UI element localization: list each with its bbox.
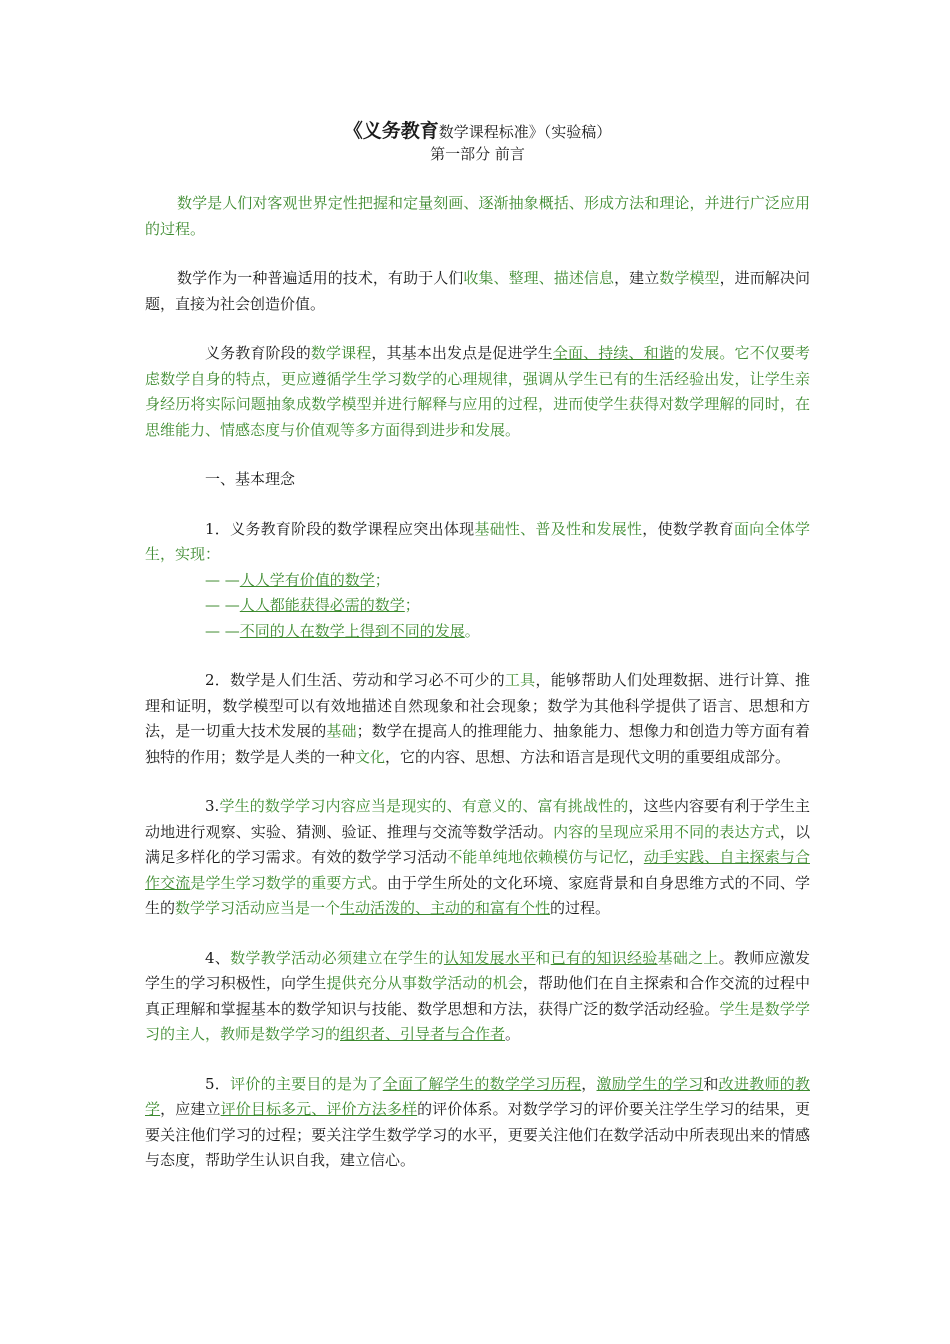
p2-d: 数学模型 [659, 269, 720, 287]
list-item: — —人人学有价值的数学； [205, 570, 390, 589]
s1-d: 面向全体学生，实现： [145, 519, 810, 563]
list-item: — —人人都能获得必需的数学； [205, 596, 420, 614]
section-1-list [145, 568, 810, 645]
p2-c: ，建立 [614, 269, 660, 287]
document-subtitle: 第一部分 前言 [430, 145, 525, 163]
p3-d: 全面、持续、和谐 [552, 344, 674, 362]
paragraph-technology [145, 266, 810, 317]
section-heading-basic-concepts: 一、基本理念 [205, 470, 296, 488]
section-5-paragraph: 5．评价的主要目的是为了全面了解学生的数学学习历程，激励学生的学习和改进教师的教学，应建立评价目标多元、评价方法多样的评价体系。对数学学习的评价要关注学生学习的结果，更要关注他们学习的过程；要关注学生数学学习的水平，更要关注他们在数学活动中所表现出来的情感与态度，帮助学生认识自我，建立信心。 [145, 1074, 810, 1169]
document-page [145, 120, 810, 1198]
section-3-paragraph: 3.学生的数学学习内容应当是现实的、有意义的、富有挑战性的，这些内容要有利于学生主动地进行观察、实验、猜测、验证、推理与交流等数学活动。内容的呈现应采用不同的表达方式，以满足多样化的学习需求。有效的数学学习活动不能单纯地依赖模仿与记忆，动手实践、自主探索与合作交流是学生学习数学的重要方式。由于学生所处的文化环境、家庭背景和自身思维方式的不同、学生的数学学习活动应当是一个生动活泼的、主动的和富有个性的过程。 [145, 797, 810, 917]
p3-b: 数学课程 [310, 344, 372, 362]
section-4-paragraph: 4、数学教学活动必须建立在学生的认知发展水平和已有的知识经验基础之上。教师应激发学生的学习积极性，向学生提供充分从事数学活动的机会，帮助他们在自主探索和合作交流的过程中真正理解和掌握基本的数学知识与技能、数学思想和方法，获得广泛的数学活动经验。学生是数学学习的主人，教师是数学学习的组织者、引导者与合作者。 [145, 948, 810, 1043]
title-main: 《义务教育 [343, 120, 439, 142]
s1-c: ，使数学教育 [642, 519, 734, 538]
p3-e: 的发展。它不仅要考虑数学自身的特点，更应遵循学生学习数学的心理规律，强调从学生已有的生活经验出发，让学生亲身经历将实际问题抽象成数学模型并进行解释与应用的过程，进而使学生获得对数学理解的同时，在思维能力、情感态度与价值观等多方面得到进步和发展。 [145, 344, 810, 439]
list-item: — —不同的人在数学上得到不同的发展。 [205, 621, 480, 640]
document-title [145, 120, 810, 143]
p3-a: 义务教育阶段的 [205, 344, 311, 362]
p2-b: 收集、整理、描述信息 [463, 269, 615, 287]
p3-c: ，其基本出发点是促进学生 [371, 344, 553, 362]
paragraph-definition: 数学是人们对客观世界定性把握和定量刻画、逐渐抽象概括、形成方法和理论，并进行广泛应用的过程。 [145, 194, 810, 238]
section-2-paragraph: 2．数学是人们生活、劳动和学习必不可少的工具，能够帮助人们处理数据、进行计算、推理和证明，数学模型可以有效地描述自然现象和社会现象；数学为其他科学提供了语言、思想和方法，是一切重大技术发展的基础；数学在提高人的推理能力、抽象能力、想像力和创造力等方面有着独特的作用；数学是人类的一种文化，它的内容、思想、方法和语言是现代文明的重要组成部分。 [145, 671, 810, 766]
title-rest: 数学课程标准》（实验稿） [438, 123, 612, 141]
s1-a: 1．义务教育阶段的数学课程应突出体现 [205, 519, 475, 538]
section-1-paragraph [145, 517, 810, 568]
s1-b: 基础性、普及性和发展性 [474, 519, 643, 538]
p2-e: ，进而解决问题，直接为社会创造价值。 [145, 269, 810, 313]
p2-a: 数学作为一种普遍适用的技术，有助于人们 [177, 269, 464, 287]
paragraph-curriculum [145, 341, 810, 443]
